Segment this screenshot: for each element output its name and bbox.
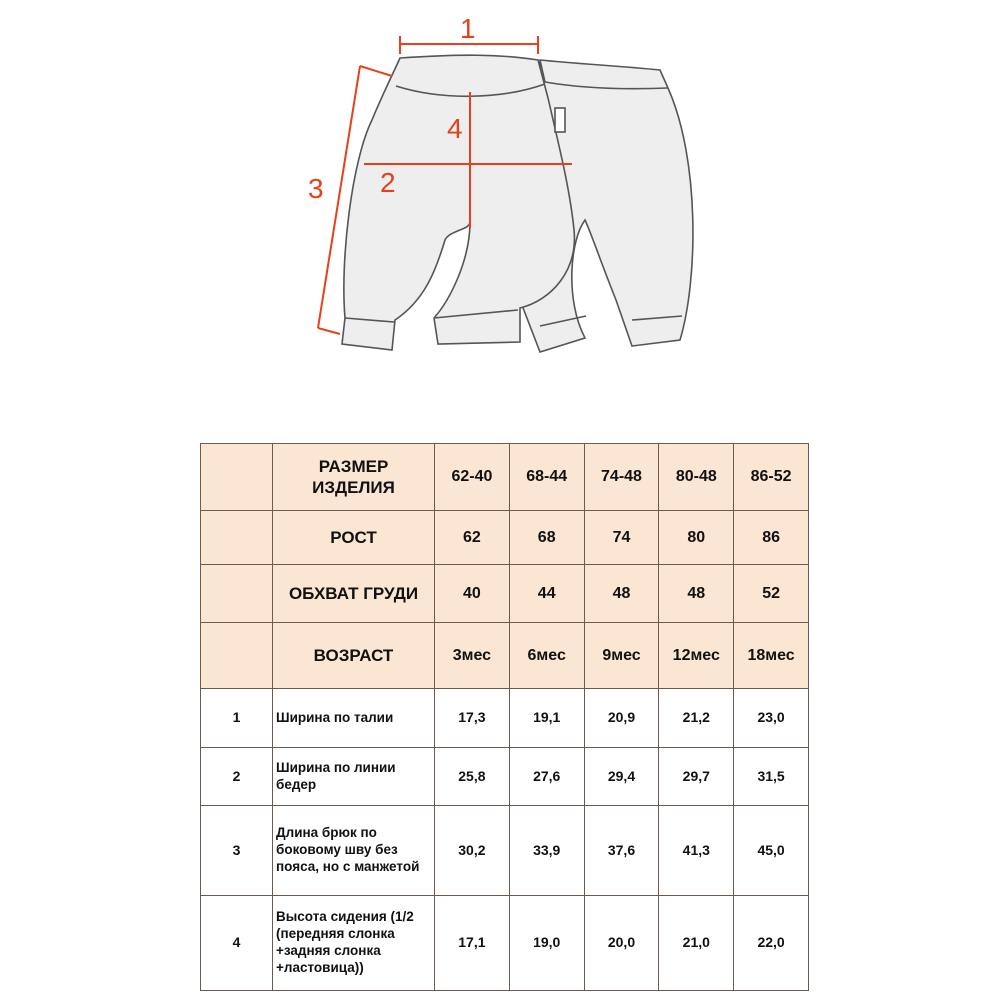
pants-measurement-diagram xyxy=(0,0,1000,420)
measurement-label: Ширина по талии xyxy=(273,689,435,748)
header-value: 18мес xyxy=(734,623,809,689)
header-value: 74-48 xyxy=(584,444,659,511)
measurement-value: 31,5 xyxy=(734,748,809,806)
measurement-value: 45,0 xyxy=(734,806,809,896)
measurement-value: 29,4 xyxy=(584,748,659,806)
measurement-row xyxy=(201,806,809,896)
header-value: 48 xyxy=(659,565,734,623)
measurement-row xyxy=(201,689,809,748)
header-value: 86-52 xyxy=(734,444,809,511)
measurement-value: 25,8 xyxy=(435,748,510,806)
measure-label-4: 4 xyxy=(447,113,463,144)
measurement-label: Длина брюк по боковому шву без пояса, но с манжетой xyxy=(273,806,435,896)
measurement-value: 22,0 xyxy=(734,896,809,991)
header-label: РОСТ xyxy=(273,511,435,565)
measurement-label: Ширина по линии бедер xyxy=(273,748,435,806)
measure-label-1: 1 xyxy=(460,13,476,44)
header-value: 3мес xyxy=(435,623,510,689)
blank-cell xyxy=(201,444,273,511)
row-number: 3 xyxy=(201,806,273,896)
measurement-row xyxy=(201,896,809,991)
header-value: 6мес xyxy=(509,623,584,689)
measurement-label: Высота сидения (1/2 (передняя слонка +задняя слонка +ластовица)) xyxy=(273,896,435,991)
measurement-value: 37,6 xyxy=(584,806,659,896)
row-number: 2 xyxy=(201,748,273,806)
row-number: 4 xyxy=(201,896,273,991)
measurement-value: 17,1 xyxy=(435,896,510,991)
header-row-chest xyxy=(201,565,809,623)
header-value: 48 xyxy=(584,565,659,623)
blank-cell xyxy=(201,511,273,565)
blank-cell xyxy=(201,623,273,689)
measurement-value: 17,3 xyxy=(435,689,510,748)
measurement-value: 21,2 xyxy=(659,689,734,748)
header-row-age xyxy=(201,623,809,689)
measurement-value: 41,3 xyxy=(659,806,734,896)
header-value: 74 xyxy=(584,511,659,565)
measurement-value: 33,9 xyxy=(509,806,584,896)
blank-cell xyxy=(201,565,273,623)
header-label: ОБХВАТ ГРУДИ xyxy=(273,565,435,623)
measurement-value: 19,0 xyxy=(509,896,584,991)
header-value: 40 xyxy=(435,565,510,623)
header-value: 86 xyxy=(734,511,809,565)
header-value: 80-48 xyxy=(659,444,734,511)
header-value: 9мес xyxy=(584,623,659,689)
header-label: ВОЗРАСТ xyxy=(273,623,435,689)
measure-label-3: 3 xyxy=(308,173,324,204)
row-number: 1 xyxy=(201,689,273,748)
measurement-value: 29,7 xyxy=(659,748,734,806)
measurement-value: 27,6 xyxy=(509,748,584,806)
header-label: РАЗМЕР ИЗДЕЛИЯ xyxy=(273,444,435,511)
header-row-height xyxy=(201,511,809,565)
header-value: 62-40 xyxy=(435,444,510,511)
header-value: 68 xyxy=(509,511,584,565)
measurement-row xyxy=(201,748,809,806)
header-value: 44 xyxy=(509,565,584,623)
measurement-value: 30,2 xyxy=(435,806,510,896)
measurement-value: 23,0 xyxy=(734,689,809,748)
size-chart-table xyxy=(200,443,809,991)
header-value: 62 xyxy=(435,511,510,565)
header-row-size xyxy=(201,444,809,511)
header-value: 52 xyxy=(734,565,809,623)
measurement-value: 20,0 xyxy=(584,896,659,991)
header-value: 80 xyxy=(659,511,734,565)
header-value: 12мес xyxy=(659,623,734,689)
measurement-value: 21,0 xyxy=(659,896,734,991)
measurement-value: 19,1 xyxy=(509,689,584,748)
measure-label-2: 2 xyxy=(380,167,396,198)
header-value: 68-44 xyxy=(509,444,584,511)
measurement-value: 20,9 xyxy=(584,689,659,748)
